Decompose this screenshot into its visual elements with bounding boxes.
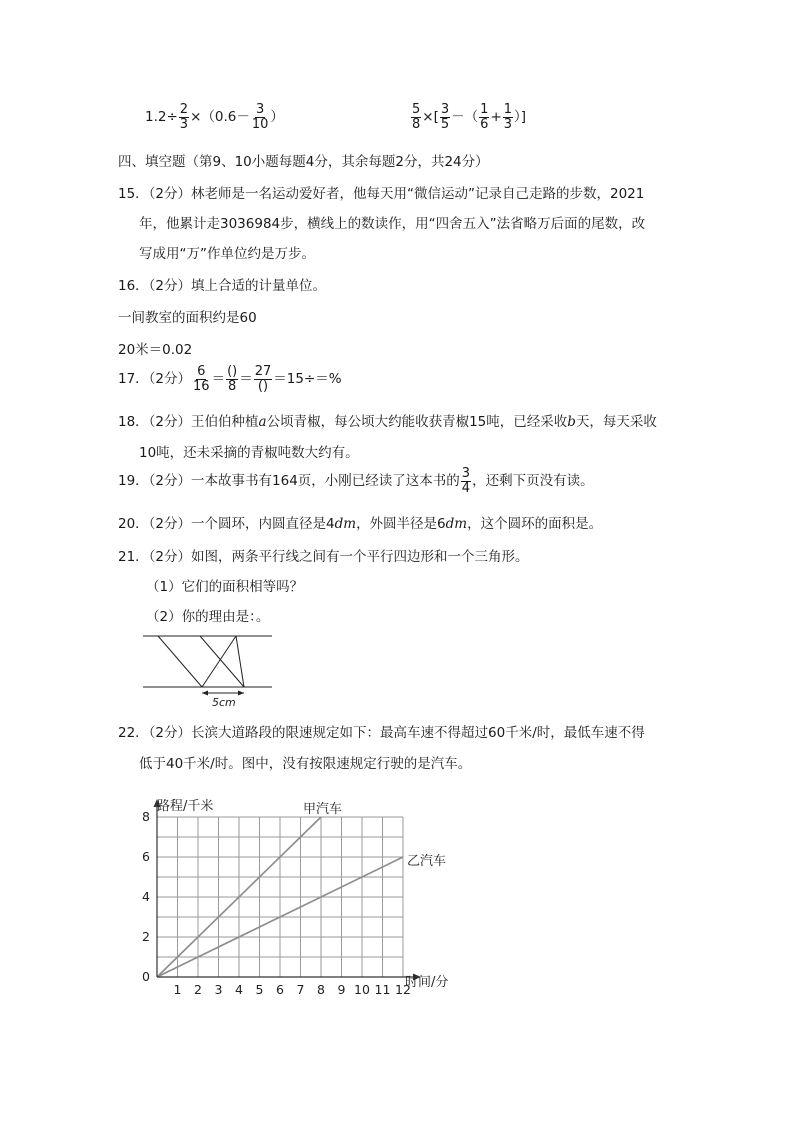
- q15-line1: 15．（2分）林老师是一名运动爱好者，他每天用“微信运动”记录自己走路的步数，2021: [118, 186, 645, 202]
- fraction: $\frac{6}{16}$: [193, 364, 210, 394]
- x-tick-label: 5: [255, 982, 264, 997]
- unit-dm: dm: [445, 516, 468, 532]
- q16-line1: 16．（2分）填上合适的计量单位。: [118, 278, 327, 294]
- y-tick-label: 4: [142, 889, 150, 904]
- series-label: 甲汽车: [303, 802, 343, 817]
- x-tick-label: 8: [317, 982, 325, 997]
- x-tick-label: 4: [235, 982, 243, 997]
- x-tick-label: 12: [395, 982, 411, 997]
- parallelogram-left-side: [158, 636, 202, 687]
- expr1-text: 1.2÷: [145, 109, 178, 126]
- section-heading: 四、填空题（第9、10小题每题4分，其余每题2分，共24分）: [118, 154, 489, 170]
- y-tick-label: 0: [142, 969, 150, 984]
- q16-line2: 一间教室的面积约是60: [118, 310, 257, 326]
- q18-line2: 10吨，还未采摘的青椒吨数大约有。: [139, 445, 359, 461]
- fraction: $\frac{1}{3}$: [503, 102, 513, 132]
- chart-axes: [154, 799, 422, 981]
- chart-grid: [157, 817, 403, 977]
- x-tick-label: 1: [173, 982, 182, 997]
- q17: 17．（2分） $\frac{6}{16}$ ＝ $\frac{()}{8}$ ＝ $\frac{27}{()}$ ＝15÷＝%: [118, 364, 342, 394]
- variable-b: b: [567, 414, 576, 430]
- x-tick-label: 2: [194, 982, 202, 997]
- x-tick-label: 7: [296, 982, 305, 997]
- y-axis-label: 路程/千米: [157, 799, 214, 814]
- x-axis-label: 时间/分: [405, 975, 449, 990]
- fraction: $\frac{2}{3}$: [179, 102, 189, 132]
- dimension-arrow-right: [238, 691, 244, 696]
- expression-1: 1.2÷ $\frac{2}{3}$ ×（0.6－ $\frac{3}{10}$ ）: [145, 102, 284, 132]
- y-tick-label: 8: [142, 809, 150, 824]
- expression-2: $\frac{5}{8}$ ×[ $\frac{3}{5}$ －（ $\frac{1}{6}$ + $\frac{1}{3}$ ）]: [412, 102, 527, 132]
- parallel-lines-figure: [140, 630, 280, 708]
- q18-line1: 18．（2分）王伯伯种植a公顷青椒，每公顷大约能收获青椒15吨，已经采收b天，每天采收: [118, 414, 657, 430]
- x-tick-label: 10: [354, 982, 370, 997]
- q16-line3: 20米＝0.02: [118, 342, 193, 358]
- q15-line3: 写成用“万”作单位约是万步。: [139, 246, 315, 262]
- series-label: 乙汽车: [407, 854, 447, 869]
- x-tick-label: 6: [276, 982, 284, 997]
- dimension-arrow-left: [202, 691, 208, 696]
- q22-line2: 低于40千米/时。图中，没有按限速规定行驶的是汽车。: [139, 756, 472, 772]
- q21-line1: 21．（2分）如图，两条平行线之间有一个平行四边形和一个三角形。: [118, 549, 529, 565]
- dimension-label: 5cm: [212, 696, 236, 708]
- fraction: $\frac{1}{6}$: [480, 102, 489, 132]
- distance-time-chart: [135, 790, 480, 1005]
- fraction: $\frac{3}{4}$: [461, 466, 471, 496]
- q21-sub1: （1）它们的面积相等吗？: [146, 579, 304, 595]
- fraction: $\frac{3}{10}$: [251, 102, 269, 132]
- q22-line1: 22．（2分）长滨大道路段的限速规定如下：最高车速不得超过60千米/时，最低车速不得: [118, 725, 645, 741]
- q20: 20．（2分）一个圆环，内圆直径是4dm，外圆半径是6dm，这个圆环的面积是。: [118, 516, 603, 532]
- fraction: $\frac{()}{8}$: [227, 364, 238, 394]
- x-tick-label: 9: [337, 982, 346, 997]
- x-tick-label: 11: [374, 982, 391, 997]
- fraction: $\frac{3}{5}$: [440, 102, 450, 132]
- y-tick-label: 2: [142, 929, 150, 944]
- y-tick-label: 6: [142, 849, 150, 864]
- unit-dm: dm: [334, 516, 357, 532]
- q15-line2: 年，他累计走3036984步，横线上的数读作，用“四舍五入”法省略万后面的尾数，改: [139, 216, 646, 232]
- x-tick-label: 3: [214, 982, 223, 997]
- q19: 19．（2分）一本故事书有164页，小刚已经读了这本书的 $\frac{3}{4}$ ，还剩下页没有读。: [118, 466, 594, 496]
- fraction: $\frac{5}{8}$: [412, 102, 421, 132]
- q21-sub2: （2）你的理由是：。: [146, 609, 270, 625]
- variable-a: a: [258, 414, 267, 430]
- fraction: $\frac{27}{()}$: [254, 364, 272, 394]
